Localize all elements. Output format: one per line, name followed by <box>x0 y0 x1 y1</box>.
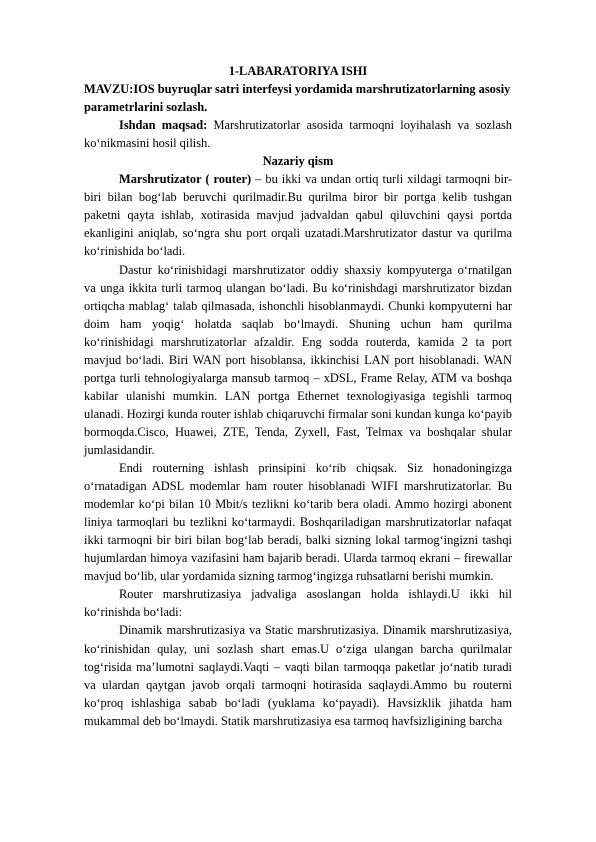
router-term: Marshrutizator ( router) <box>119 172 252 187</box>
router-definition-paragraph <box>84 170 512 260</box>
router-definition-text: – bu ikki va undan ortiq turli xildagi tarmoqni bir-biri bilan bog‘lab beruvchi qurilmadir.Bu qurilma biror bir portga kelib tushgan paketni qayta ishlab, xotirasida mavjud jadvaldan qabul qiluvchini qaysi portda ekanligini aniqlab, so‘ngra shu port orqali uzatadi.Marshrutizator dastur va qurilma ko‘rinishida bo‘ladi. <box>84 172 513 259</box>
router-principle-paragraph: Endi routerning ishlash prinsipini ko‘rib chiqsak. Siz honadoningizga o‘rnatadigan ADSL modemlar ham router hisoblanadi WIFI marshrutizatorlar. Bu modemlar ko‘pi bilan 10 Mbit/s tezlikni ko‘tarib bera oladi. Ammo hozirgi abonent liniya tarmoqlari bu tezlikni ko‘tarmaydi. Boshqariladigan marshrutizatorlar nafaqat ikki tarmoqni bir biri bilan bog‘lab beradi, balki sizning lokal tarmog‘ingizni tashqi hujumlardan himoya vazifasini ham bajarib beradi. Ularda tarmoq ekrani – firewallar mavjud bo‘lib, ular yordamida sizning tarmog‘ingizga ruhsatlarni berishi mumkin. <box>84 461 512 584</box>
goal-label: Ishdan maqsad: <box>119 118 208 133</box>
topic-heading: MAVZU:IOS buyruqlar satri interfeysi yordamida marshrutizatorlarning asosiy parametrlarini sozlash. <box>84 82 511 115</box>
lab-title: 1-LABARATORIYA ISHI <box>228 64 368 78</box>
routing-types-paragraph: Dinamik marshrutizasiya va Static marshrutizasiya. Dinamik marshrutizasiya, ko‘rinishidan qulay, uni sozlash shart emas.U o‘ziga ulangan barcha qurilmalar tog‘risida ma’lumotni saqlaydi.Vaqti – vaqti bilan tarmoqqa paketlar jo‘natib turadi va ulardan qaytgan javob orqali tarmoqni hotirasida saqlaydi.Ammo bu routerni ko‘proq ishlashiga sabab bo‘ladi (yuklama ko‘payadi). Havsizklik jihatda ham mukammal deb bo‘lmaydi. Statik marshrutizasiya esa tarmoq havfsizligining barcha <box>84 623 512 728</box>
goal-text: Marshrutizatorlar asosida tarmoqni loyihalash va sozlash ko‘nikmasini hosil qilish. <box>84 118 512 151</box>
software-router-paragraph: Dastur ko‘rinishidagi marshrutizator oddiy shaxsiy kompyuterga o‘rnatilgan va unga ikkita turli tarmoq ulangan bo‘ladi. Bu ko‘rinishdagi marshrutizator bizdan ortiqcha mablag‘ talab qilmasada, ishonchli hisoblanmaydi. Chunki kompyuterni har doim ham yoqig‘ holatda saqlab bo‘lmaydi. Shuning uchun ham qurilma ko‘rinishidagi marshrutizatorlar afzaldir. Eng sodda routerda, kamida 2 ta port mavjud bo‘ladi. Biri WAN port hisoblansa, ikkinchisi LAN port hisoblanadi. WAN portga turli tehnologiyalarga mansub tarmoq – xDSL, Frame Relay, ATM va boshqa kabilar ulanishi mumkin. LAN portga Ethernet texnologiyasiga tegishli tarmoq ulanadi. Hozirgi kunda router ishlab chiqaruvchi firmalar soni kundan kunga ko‘payib bormoqda.Cisco, Huawei, ZTE, Tenda, Zyxell, Fast, Telmax va boshqalar shular jumlasidandir. <box>84 262 512 457</box>
section-title: Nazariy qism <box>262 154 334 169</box>
document-page <box>84 62 512 730</box>
goal-paragraph <box>84 116 512 152</box>
routing-table-paragraph: Router marshrutizasiya jadvaliga asoslangan holda ishlaydi.U ikki hil ko‘rinishda bo‘ladi: <box>84 587 512 620</box>
